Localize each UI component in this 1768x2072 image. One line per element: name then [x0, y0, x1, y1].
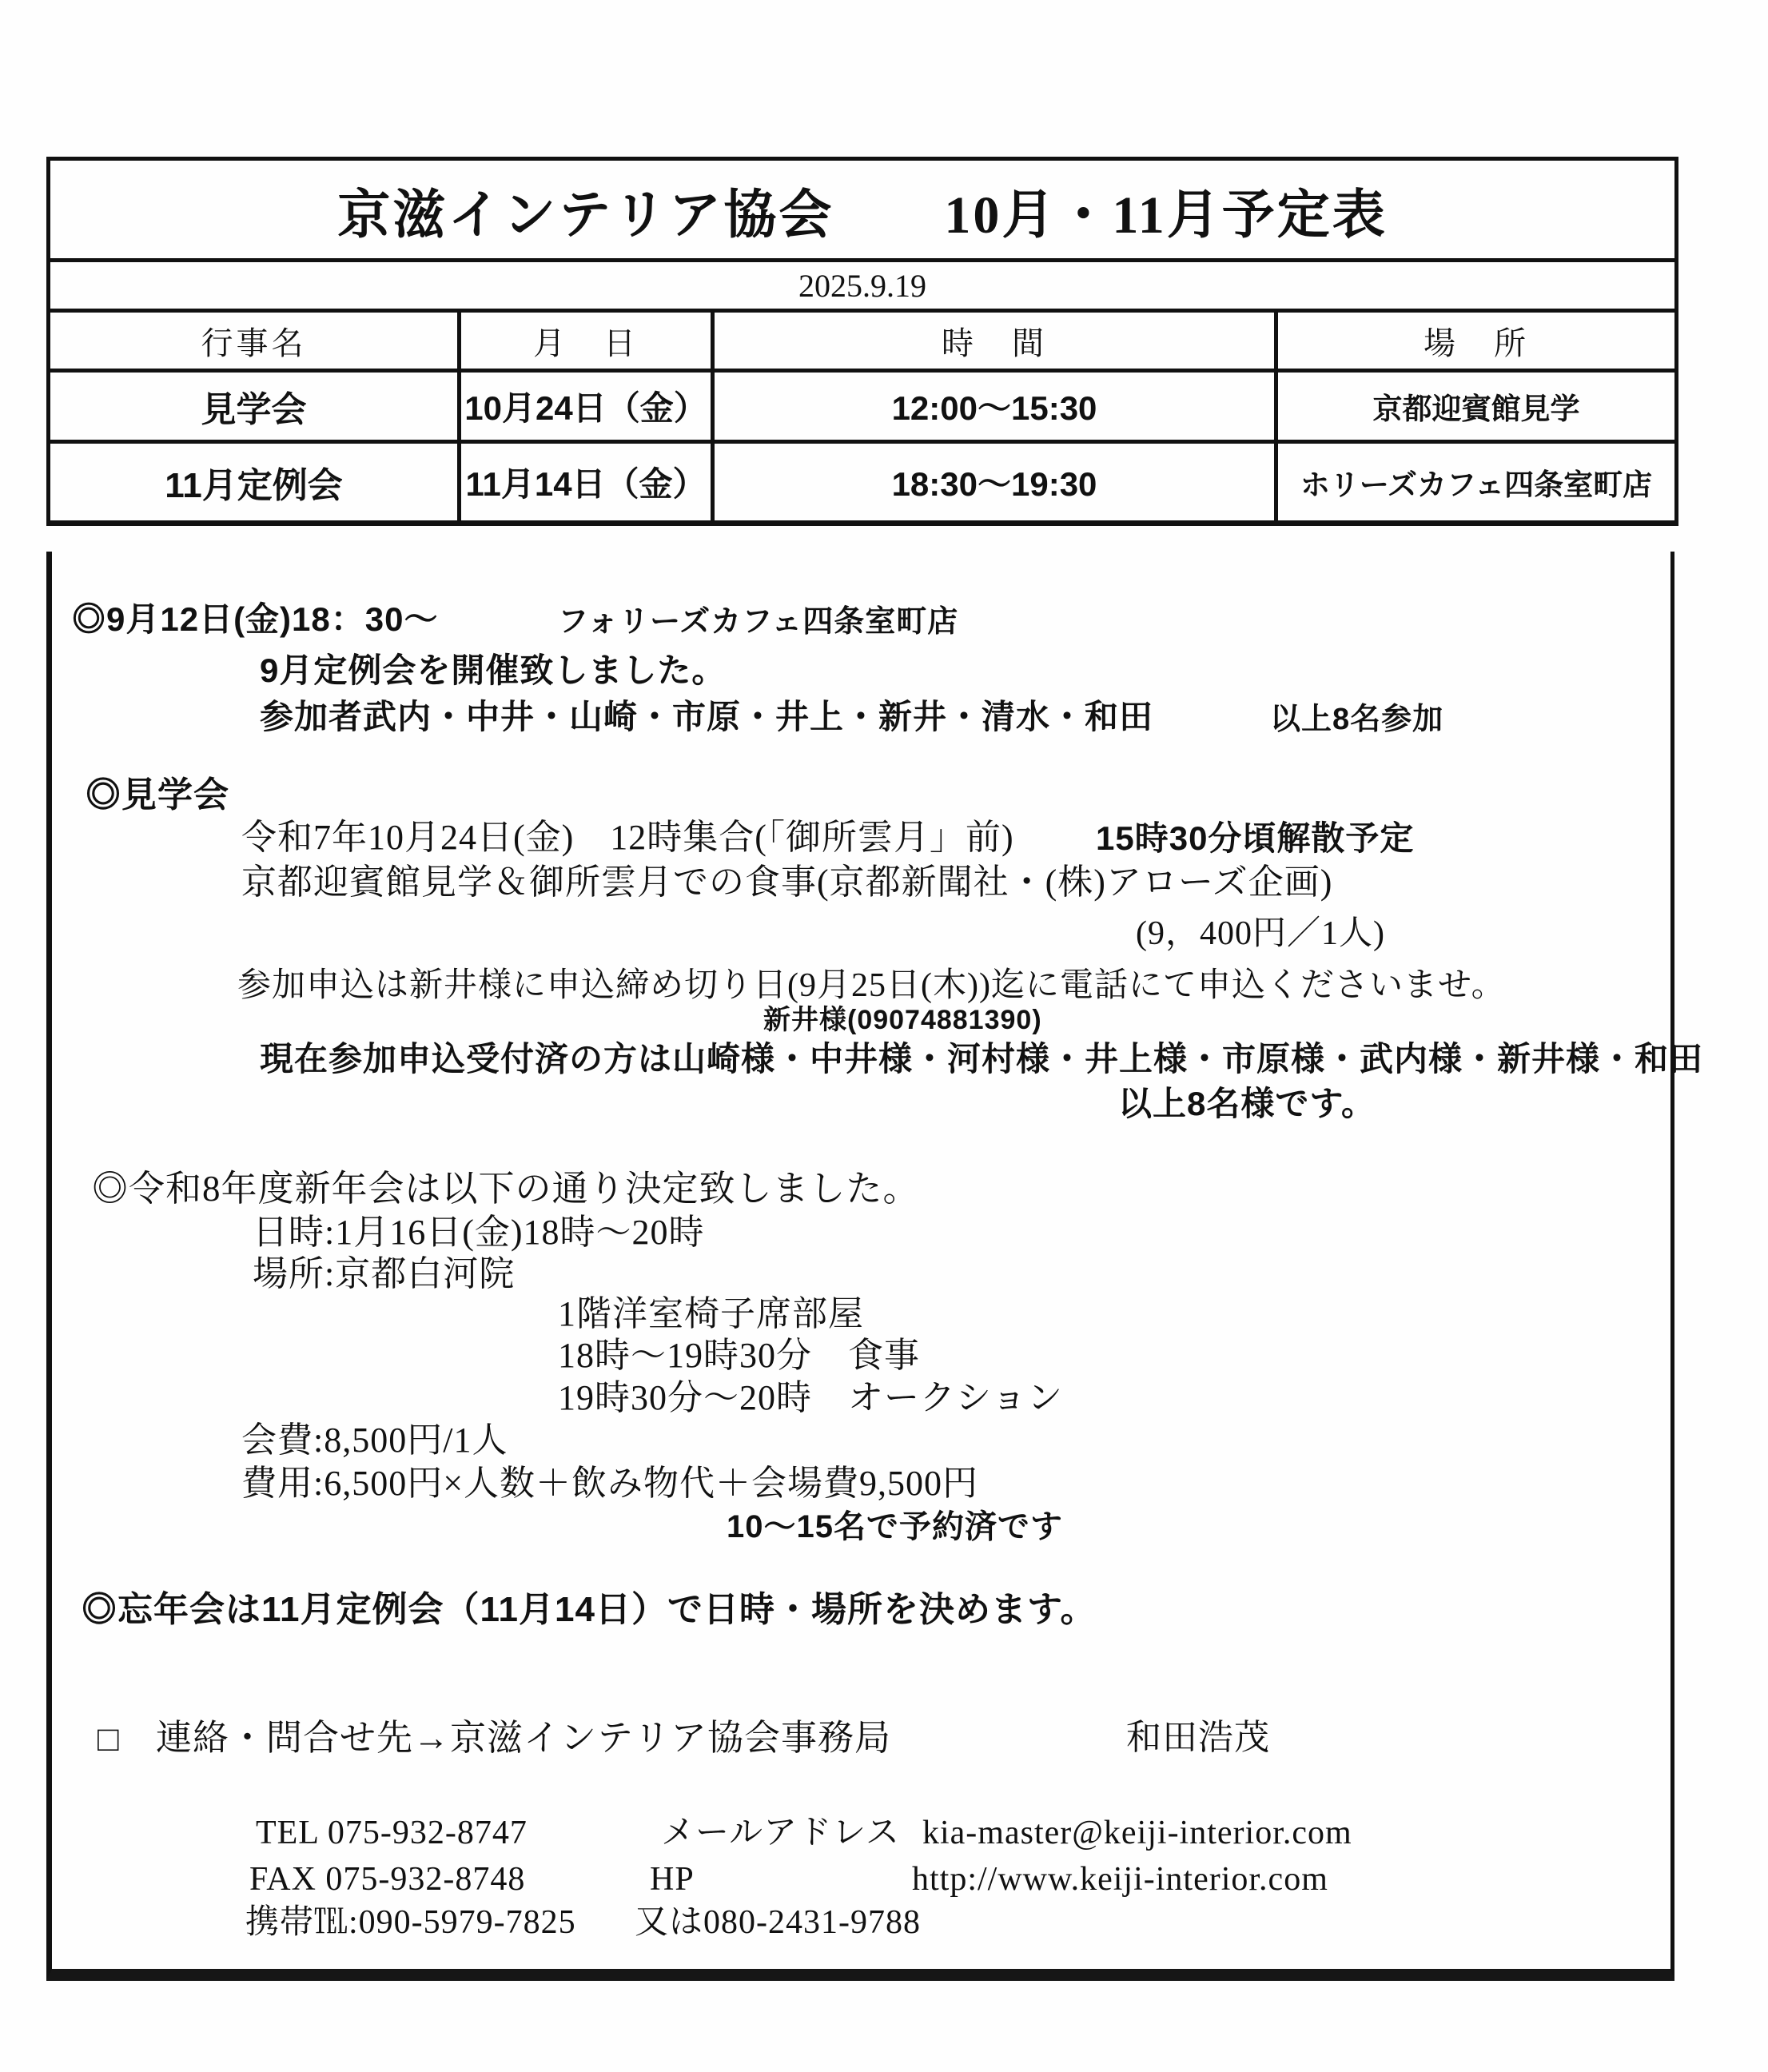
tour-dismiss-line: 15時30分頃解散予定	[1096, 819, 1415, 857]
header-place: 場 所	[1276, 311, 1677, 371]
contact-person-name: 和田浩茂	[1126, 1718, 1270, 1757]
newyear-reserved-line: 10～15名で予約済です	[727, 1509, 1063, 1544]
contact-mobile: 携帯℡:090-5979-7825	[245, 1904, 576, 1941]
newyear-meal-line: 18時～19時30分 食事	[558, 1336, 920, 1375]
contact-fax: FAX 075-932-8748	[249, 1861, 526, 1898]
row1-date: 10月24日（金）	[460, 371, 713, 442]
header-event-name: 行事名	[49, 311, 460, 371]
tour-detail-line: 京都迎賓館見学＆御所雲月での食事(京都新聞社・(株)アローズ企画)	[241, 863, 1333, 902]
tour-contact-line: 新井様(09074881390)	[763, 1005, 1042, 1035]
tour-meet-line: 令和7年10月24日(金) 12時集合(「御所雲月」前)	[241, 818, 1014, 857]
contact-tel: TEL 075-932-8747	[256, 1815, 528, 1851]
schedule-table	[46, 157, 1678, 526]
contact-hp-value: http://www.keiji-interior.com	[912, 1861, 1328, 1898]
newyear-fee-line: 会費:8,500円/1人	[241, 1421, 508, 1460]
newyear-auction-line: 19時30分～20時 オークション	[558, 1378, 1064, 1417]
tour-apply-line: 参加申込は新井様に申込締め切り日(9月25日(木))迄に電話にて申込くださいませ。	[237, 967, 1506, 1004]
tour-heading: ◎見学会	[86, 775, 229, 815]
contact-checkbox-icon: □	[98, 1719, 120, 1759]
newyear-room-line: 1階洋室椅子席部屋	[558, 1294, 864, 1333]
table-row	[49, 442, 1677, 524]
contact-mail-label: メールアドレス	[661, 1815, 900, 1851]
contact-mobile-alt: 又は080-2431-9788	[635, 1904, 921, 1941]
contact-office-line: 連絡・問合せ先→京滋インテリア協会事務局	[156, 1718, 892, 1758]
september-meeting-place: フォリーズカフェ四条室町店	[558, 605, 959, 639]
yearend-line: ◎忘年会は11月定例会（11月14日）で日時・場所を決めます。	[82, 1590, 1097, 1629]
contact-hp-label: HP	[650, 1861, 695, 1898]
issued-date: 2025.9.19	[49, 261, 1677, 311]
row2-time: 18:30～19:30	[713, 442, 1276, 524]
header-time: 時 間	[713, 311, 1276, 371]
row1-event: 見学会	[49, 371, 460, 442]
header-month-day: 月 日	[460, 311, 713, 371]
issued-date-row	[49, 261, 1677, 311]
newyear-heading: ◎令和8年度新年会は以下の通り決定致しました。	[92, 1169, 920, 1209]
september-meeting-participants: 参加者武内・中井・山崎・市原・井上・新井・清水・和田	[260, 698, 1154, 735]
row2-date: 11月14日（金）	[460, 442, 713, 524]
newyear-place-line: 場所:京都白河院	[253, 1254, 516, 1293]
row1-time: 12:00～15:30	[713, 371, 1276, 442]
row1-place: 京都迎賓館見学	[1276, 371, 1677, 442]
document-title: 京滋インテリア協会 10月・11月予定表	[49, 159, 1677, 261]
newyear-cost-line: 費用:6,500円×人数＋飲み物代＋会場費9,500円	[241, 1464, 979, 1503]
september-meeting-count: 以上8名参加	[1270, 703, 1444, 736]
contact-mail-value: kia-master@keiji-interior.com	[922, 1815, 1352, 1851]
september-meeting-held-line: 9月定例会を開催致しました。	[260, 651, 727, 689]
notes-box	[46, 552, 1704, 1981]
row2-event: 11月定例会	[49, 442, 460, 524]
tour-price-line: (9，400円／1人)	[1136, 915, 1385, 952]
title-row	[49, 159, 1677, 261]
tour-accepted-count: 以上8名様です。	[1118, 1085, 1376, 1122]
newyear-datetime-line: 日時:1月16日(金)18時～20時	[253, 1213, 705, 1252]
row2-place: ホリーズカフェ四条室町店	[1276, 442, 1677, 524]
september-meeting-heading: ◎9月12日(金)18：30～	[72, 600, 439, 638]
table-row	[49, 371, 1677, 442]
tour-accepted-line: 現在参加申込受付済の方は山崎様・中井様・河村様・井上様・市原様・武内様・新井様・和田	[260, 1040, 1704, 1078]
table-header-row	[49, 311, 1677, 371]
